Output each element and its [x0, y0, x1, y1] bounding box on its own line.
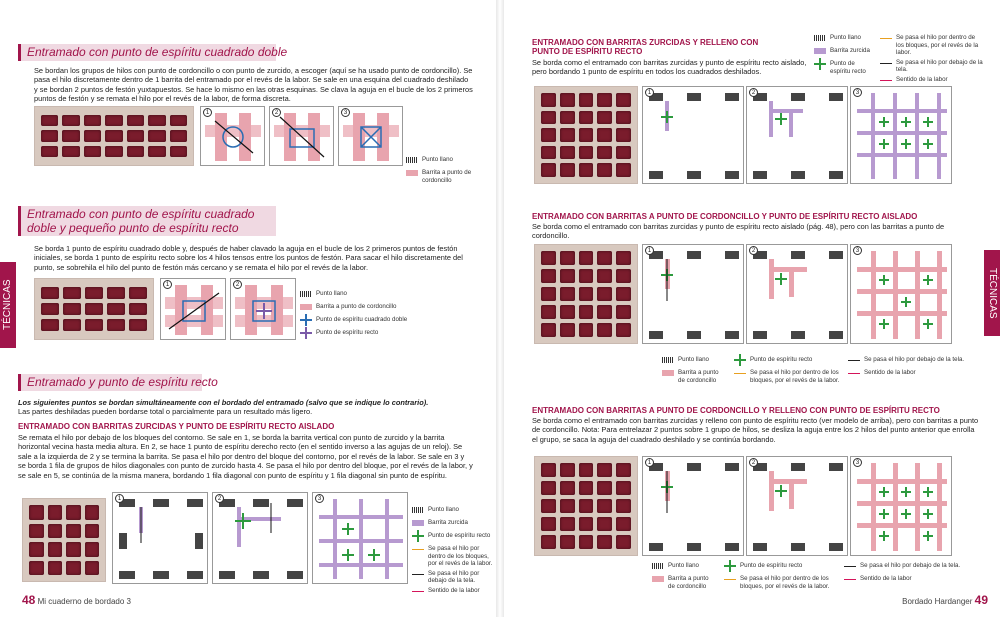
legend-item — [652, 575, 716, 590]
subsection-text: Se borda como el entramado con barritas zurcidas y punto de espíritu recto aislado, pero bordando 1 punto de espíritu en todos los cuadrados deshilados. — [532, 58, 807, 77]
step-number: 3 — [853, 246, 862, 255]
legend-label: Sentido de la labor — [896, 75, 948, 83]
legend-label: Se pasa el hilo por debajo de la tela. — [896, 58, 983, 73]
step-number: 3 — [853, 458, 862, 467]
legend-1 — [406, 156, 492, 186]
subsection-text: Se borda como el entramado con barritas zurcidas y punto de espíritu recto aislado (pág. 48), pero con las barritas a punto de cordoncillo. — [532, 222, 945, 241]
arrow-inside-icon — [724, 579, 736, 580]
arrow-direction-icon — [412, 591, 424, 592]
diagram-step — [200, 106, 265, 166]
legend-item — [300, 329, 420, 340]
section-title-2: Entramado con punto de espíritu cuadrado doble y pequeño punto de espíritu recto — [18, 206, 276, 236]
diagram-step — [230, 278, 296, 340]
legend-label: Barrita a punto de cordoncillo — [422, 169, 472, 184]
arrow-inside-icon — [412, 549, 424, 550]
legend-item — [734, 356, 842, 367]
step-number: 1 — [645, 88, 654, 97]
legend-label: Barrita zurcida — [428, 519, 468, 526]
step-number: 1 — [203, 108, 212, 117]
page-footer — [902, 593, 988, 607]
straight-web-icon — [724, 563, 736, 569]
legend-item — [848, 356, 982, 367]
diagram-step — [850, 244, 952, 344]
legend-label: Punto de espíritu recto — [740, 562, 803, 569]
subsection-text: Se remata el hilo por debajo de los bloques del contorno. Se sale en 1, se borda la barrita vertical con punto de zurcido y la barrita horizontal vecina hasta media altura. En 2, se hace 1 punto de espíritu derecho recto (en el sentido inverso a las agujas de un reloj). Se sale a la izquierda de 2 y se termina la barrita. Se pasa el hilo por dentro del bloque del contorno, por el revés de la labor. Se sale en 3 y se borda 1 fila de grupos de hilos diagonales con punto de zurcido hasta 4. Se pasa el hilo por dentro del bloque, por el revés de la labor, y se sale en 5, se continúa de la misma manera, bordando 1 fila diagonal con punto de espíritu y 1 fila diagonal sin punto de espíritu. — [18, 433, 473, 480]
step-number: 3 — [315, 494, 324, 503]
right-page — [504, 0, 1000, 617]
legend-item — [652, 562, 716, 573]
legend-label: Punto llano — [422, 156, 453, 163]
arrow-direction-icon — [844, 579, 856, 580]
diagram-step — [746, 456, 848, 556]
arrow-under-icon — [412, 574, 424, 575]
straight-web-icon — [814, 61, 826, 67]
embroidery-photo-r3 — [534, 456, 638, 556]
legend-item — [412, 570, 496, 585]
legend-item — [880, 76, 984, 87]
satin-stitch-swatch-icon — [814, 35, 826, 41]
legend-label: Se pasa el hilo por dentro de los bloques, por el revés de la labor. — [896, 34, 979, 56]
subsection-heading: ENTRAMADO CON BARRITAS ZURCIDAS Y PUNTO DE ESPÍRITU RECTO AISLADO — [18, 422, 335, 431]
intro-text: Las partes deshiladas pueden bordarse total o parcialmente para un resultado más ligero. — [18, 407, 313, 417]
legend-label: Punto llano — [428, 506, 459, 513]
arrow-inside-icon — [880, 38, 892, 39]
legend-item — [300, 316, 420, 327]
satin-stitch-swatch-icon — [412, 507, 424, 513]
straight-web-icon — [412, 533, 424, 539]
page-number: 49 — [974, 593, 988, 607]
section-tab: TÉCNICAS — [984, 250, 1000, 336]
woven-bar-swatch-icon — [412, 520, 424, 526]
arrow-under-icon — [844, 566, 856, 567]
legend-item — [300, 303, 420, 314]
legend-item — [724, 562, 836, 573]
cord-bar-swatch-icon — [652, 576, 664, 582]
step-number: 2 — [749, 458, 758, 467]
legend-item — [844, 575, 982, 586]
step-number: 1 — [115, 494, 124, 503]
arrow-direction-icon — [848, 373, 860, 374]
embroidery-photo-2 — [34, 278, 154, 340]
legend-label: Punto llano — [668, 562, 699, 569]
legend-label: Se pasa el hilo por debajo de la tela. — [860, 562, 961, 569]
satin-stitch-swatch-icon — [300, 291, 312, 297]
legend-item — [724, 575, 836, 590]
legend-label: Punto de espíritu recto — [428, 532, 491, 539]
legend-label: Barrita zurcida — [830, 47, 870, 54]
arrow-inside-icon — [734, 373, 746, 374]
legend-label: Se pasa el hilo por debajo de la tela. — [428, 569, 480, 584]
embroidery-photo-r2 — [534, 244, 638, 344]
step-number: 3 — [341, 108, 350, 117]
legend-label: Punto llano — [830, 34, 861, 41]
diagram-step — [850, 86, 952, 184]
section-title-1: Entramado con punto de espíritu cuadrado doble — [18, 44, 276, 61]
section-title-3: Entramado y punto de espíritu recto — [18, 374, 202, 391]
section-text-1: Se bordan los grupos de hilos con punto de cordoncillo o con punto de zurcido, a escoger (aquí se ha usado punto de cordoncillo). Se pasa el hilo discretamente dentro de 1 barrita del entramado por el revés de la labor. Se sale en una esquina del cuadrado deshilado y se bordan 2 puntos de festón yuxtapuestos. Se hace lo mismo en las otras esquinas. Se clava la aguja en el bucle de los 2 primeros puntos de festón y se remata el hilo por el revés de la labor, de forma discreta. — [34, 66, 473, 104]
book-title: Mi cuaderno de bordado 3 — [37, 597, 131, 606]
step-number: 2 — [215, 494, 224, 503]
legend-label: Barrita a punto de cordoncillo — [678, 369, 719, 384]
legend-item — [814, 34, 876, 45]
legend-label: Punto de espíritu cuadrado doble — [316, 316, 408, 323]
cord-bar-swatch-icon — [300, 304, 312, 310]
legend-label: Punto de espíritu recto — [750, 356, 813, 363]
step-number: 1 — [163, 280, 172, 289]
embroidery-photo-3 — [22, 498, 106, 582]
step-number: 1 — [645, 246, 654, 255]
legend-label: Sentido de la labor — [860, 575, 912, 582]
legend-label: Punto de espíritu recto — [830, 60, 866, 75]
legend-item — [844, 562, 982, 573]
legend-label: Se pasa el hilo por dentro de los bloques, por el revés de la labor. — [740, 575, 830, 590]
arrow-under-icon — [848, 360, 860, 361]
step-number: 2 — [233, 280, 242, 289]
legend-label: Barrita a punto de cordoncillo — [668, 575, 709, 590]
embroidery-photo-1 — [34, 106, 194, 166]
diagram-step — [642, 456, 744, 556]
legend-item — [406, 156, 492, 167]
cord-bar-swatch-icon — [662, 370, 674, 376]
straight-web-icon — [734, 357, 746, 363]
step-number: 2 — [749, 246, 758, 255]
page-footer — [22, 593, 131, 607]
page-number: 48 — [22, 593, 36, 607]
diagram-step — [850, 456, 952, 556]
diagram-step — [746, 244, 848, 344]
diagram-step — [642, 86, 744, 184]
legend-2 — [300, 290, 420, 342]
section-tab: TÉCNICAS — [0, 262, 16, 348]
diagram-step — [312, 492, 408, 584]
legend-item — [662, 356, 726, 367]
diagram-step — [338, 106, 403, 166]
diagram-step — [269, 106, 334, 166]
legend-item — [662, 369, 726, 384]
subsection-heading: ENTRAMADO CON BARRITAS ZURCIDAS Y RELLENO CON PUNTO DE ESPÍRITU RECTO — [532, 38, 759, 56]
legend-label: Se pasa el hilo por dentro de los bloques, por el revés de la labor. — [750, 369, 840, 384]
legend-item — [412, 587, 496, 598]
satin-stitch-swatch-icon — [406, 157, 418, 163]
diagram-step — [212, 492, 308, 584]
legend-item — [734, 369, 842, 384]
legend-item — [814, 47, 876, 58]
spine — [496, 0, 504, 617]
diagram-step — [642, 244, 744, 344]
legend-item — [412, 506, 496, 517]
left-page — [0, 0, 496, 617]
legend-label: Sentido de la labor — [864, 369, 916, 376]
satin-stitch-swatch-icon — [652, 563, 664, 569]
legend-item — [412, 545, 496, 568]
satin-stitch-swatch-icon — [662, 357, 674, 363]
diagram-step — [160, 278, 226, 340]
legend-label: Punto llano — [678, 356, 709, 363]
legend-item — [406, 169, 492, 184]
legend-label: Se pasa el hilo por debajo de la tela. — [864, 356, 965, 363]
intro-bold: Los siguientes puntos se bordan simultáneamente con el bordado del entramado (salvo que se indique lo contrario). — [18, 398, 429, 407]
legend-item — [880, 34, 984, 57]
legend-item — [412, 519, 496, 530]
woven-bar-swatch-icon — [814, 48, 826, 54]
legend-item — [848, 369, 982, 380]
step-number: 3 — [853, 88, 862, 97]
step-number: 1 — [645, 458, 654, 467]
step-number: 2 — [749, 88, 758, 97]
legend-item — [880, 59, 984, 74]
legend-label: Sentido de la labor — [428, 586, 480, 594]
legend-item — [412, 532, 496, 543]
straight-web-icon — [300, 330, 312, 336]
cord-bar-swatch-icon — [406, 170, 418, 176]
subsection-text: Se borda como el entramado con barritas zurcidas y relleno con punto de espíritu recto (ver modelo de arriba), pero con barritas a punto de cordoncillo. Nota: Para entrelazar 2 puntos sobre 1 grupo de hilos, se desliza la aguja entre los 2 hilos del punto anterior que enrolla el grupo, se saca la aguja del cuadrado deshilado y se continúa bordando. — [532, 416, 979, 444]
double-square-web-icon — [300, 317, 312, 323]
legend-label: Se pasa el hilo por dentro de los bloques, por el revés de la labor. — [428, 545, 493, 567]
legend-label: Punto llano — [316, 290, 347, 297]
legend-label: Punto de espíritu recto — [316, 329, 379, 336]
arrow-under-icon — [880, 63, 892, 64]
book-title: Bordado Hardanger — [902, 597, 973, 606]
legend-label: Barrita a punto de cordoncillo — [316, 303, 397, 310]
embroidery-photo-r1 — [534, 86, 638, 184]
section-intro — [18, 398, 474, 417]
arrow-direction-icon — [880, 80, 892, 81]
subsection-heading: ENTRAMADO CON BARRITAS A PUNTO DE CORDONCILLO Y PUNTO DE ESPÍRITU RECTO AISLADO — [532, 212, 918, 221]
legend-item — [814, 60, 876, 75]
diagram-step — [112, 492, 208, 584]
legend-item — [300, 290, 420, 301]
subsection-heading: ENTRAMADO CON BARRITAS A PUNTO DE CORDONCILLO Y RELLENO CON PUNTO DE ESPÍRITU RECTO — [532, 406, 940, 415]
legend-3 — [412, 506, 496, 600]
section-text-2: Se borda 1 punto de espíritu cuadrado doble y, después de haber clavado la aguja en el bucle de los 2 primeros puntos de festón iniciales, se borda 1 punto de espíritu recto sobre los 4 hilos tensos entre los puntos de festón. Para sacar el hilo discretamente del punto, se sobrehila el hilo del punto de festón más cercano y se remata el hilo por el revés de la labor. — [34, 244, 463, 272]
diagram-step — [746, 86, 848, 184]
step-number: 2 — [272, 108, 281, 117]
